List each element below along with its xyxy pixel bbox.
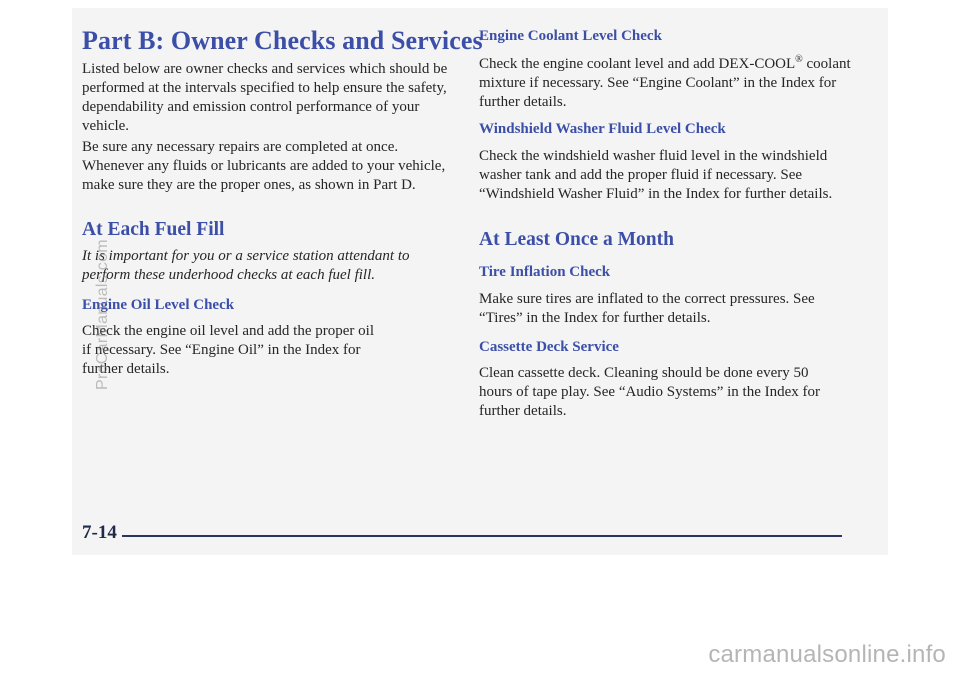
side-watermark: ProCarManuals.com: [94, 239, 111, 390]
bottom-watermark: carmanualsonline.info: [708, 641, 946, 668]
subheading-cassette-deck: Cassette Deck Service: [479, 339, 619, 355]
engine-coolant-text: [479, 55, 851, 112]
coolant-text-start: Check the engine coolant level and add DEX-COOL: [479, 56, 796, 72]
intro-paragraph-2: Be sure any necessary repairs are completed at once. Whenever any fluids or lubricants are added to your vehicle, make sure they are the proper ones, as shown in Part D.: [82, 139, 446, 193]
page-number: 7-14: [82, 522, 117, 543]
intro-paragraph-1: Listed below are owner checks and services which should be performed at the intervals specified to help ensure the safety, dependability and emission control performance of your vehicle.: [82, 61, 448, 134]
subheading-engine-coolant: Engine Coolant Level Check: [479, 28, 662, 44]
subheading-engine-oil: Engine Oil Level Check: [82, 297, 235, 313]
cassette-deck-text: Clean cassette deck. Cleaning should be done every 50 hours of tape play. See “Audio Systems” in the Index for further details.: [479, 365, 821, 419]
subheading-tire-inflation: Tire Inflation Check: [479, 264, 611, 280]
section-intro-text: It is important for you or a service station attendant to perform these underhood checks at each fuel fill.: [82, 248, 410, 283]
page-title: Part B: Owner Checks and Services: [82, 26, 483, 55]
engine-oil-text: Check the engine oil level and add the proper oil if necessary. See “Engine Oil” in the Index for further details.: [82, 323, 374, 377]
footer-rule: [122, 535, 842, 537]
subheading-washer-fluid: Windshield Washer Fluid Level Check: [479, 121, 726, 137]
washer-fluid-text: Check the windshield washer fluid level in the windshield washer tank and add the proper fluid if necessary. See “Windshield Washer Fluid” in the Index for further details.: [479, 148, 833, 202]
coolant-text-end: coolant mixture if necessary. See “Engine Coolant” in the Index for further details.: [479, 56, 851, 110]
registered-mark: ®: [795, 54, 803, 65]
tire-inflation-text: Make sure tires are inflated to the correct pressures. See “Tires” in the Index for further details.: [479, 291, 815, 326]
section-heading-once-a-month: At Least Once a Month: [479, 229, 674, 250]
section-heading-each-fuel-fill: At Each Fuel Fill: [82, 219, 225, 240]
